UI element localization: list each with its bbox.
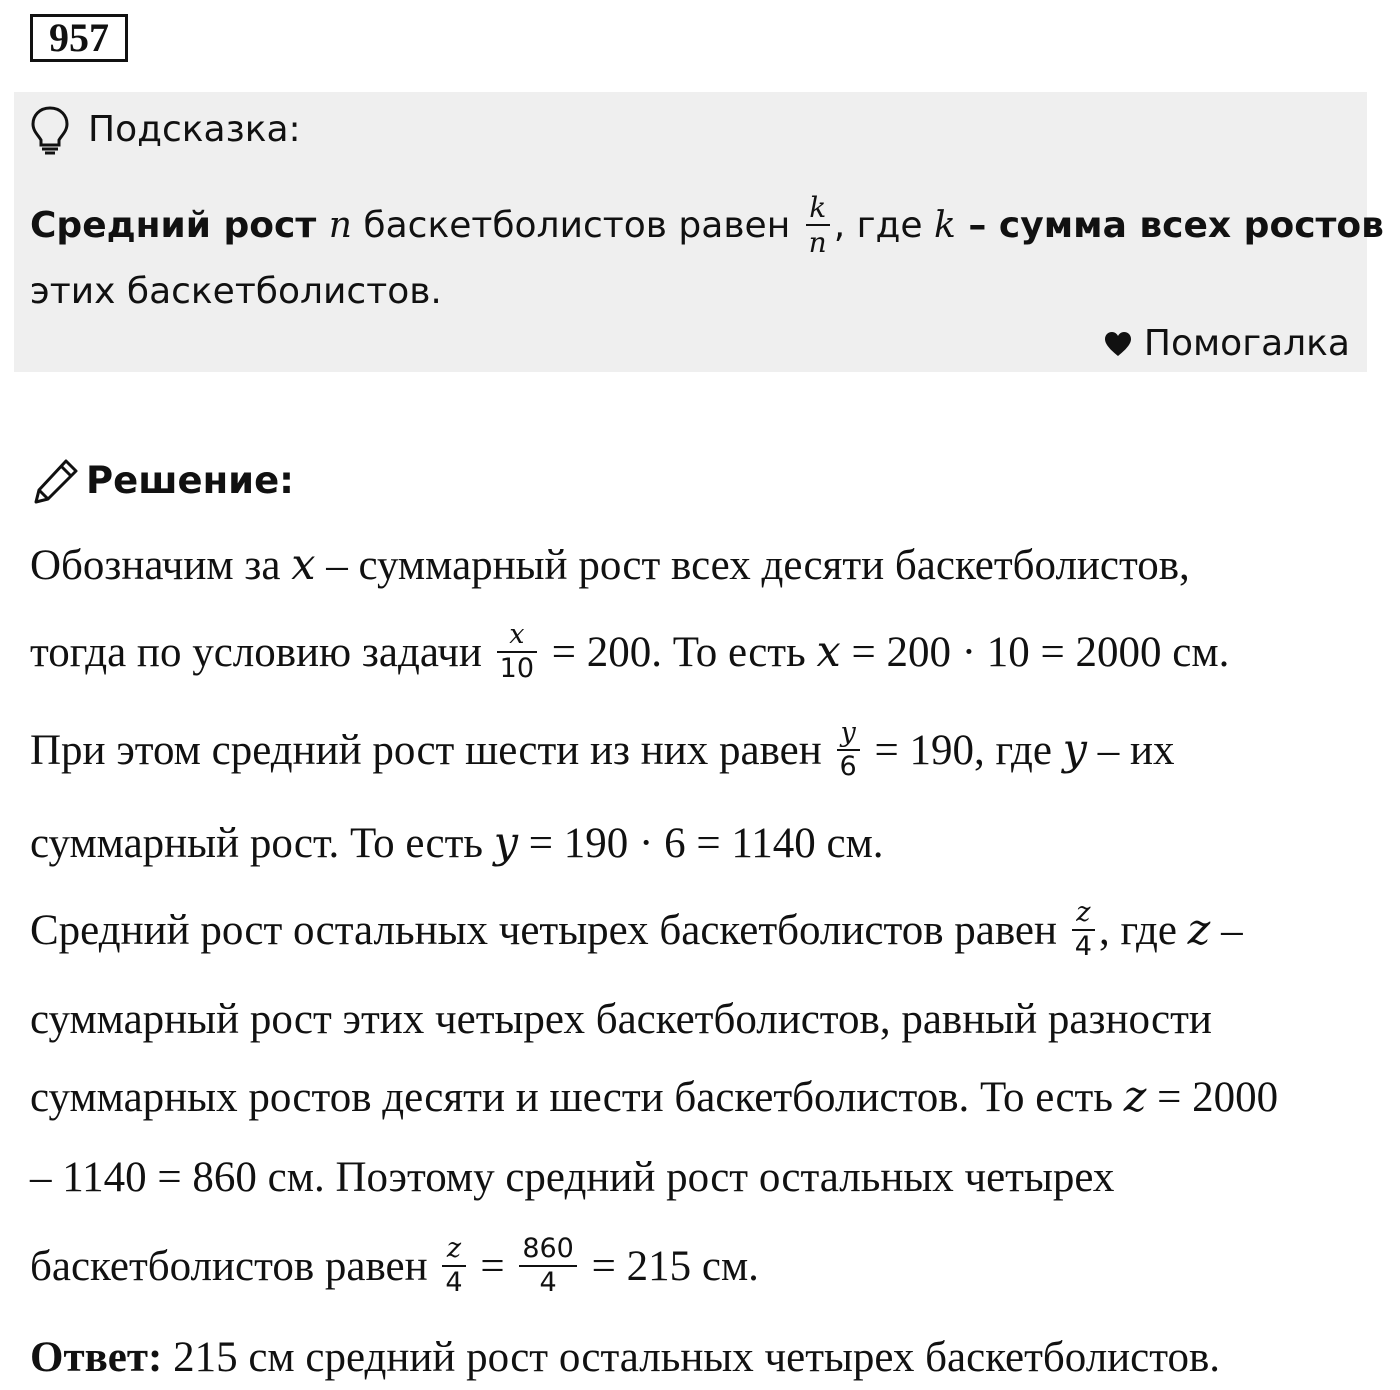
fraction-x-over-10 <box>497 618 537 684</box>
fraction-k-over-n <box>806 190 830 259</box>
answer-line <box>30 1330 1220 1384</box>
fraction-denominator: 4 <box>539 1267 557 1298</box>
fraction-numerator: k <box>809 190 827 224</box>
hint-text-part: баскетболистов равен <box>351 204 802 246</box>
solution-line-4 <box>30 816 884 870</box>
text: При этом средний рост шести из них равен <box>30 726 833 774</box>
fraction-denominator: n <box>808 226 827 259</box>
text: суммарный рост. То есть <box>30 819 494 867</box>
solution-line-2 <box>30 612 1229 692</box>
text: = 2000 <box>1146 1073 1279 1121</box>
text: = <box>469 1242 516 1290</box>
solution-line-3 <box>30 710 1174 790</box>
fraction-z-over-4 <box>1072 896 1095 962</box>
fraction-numerator: z <box>446 1232 462 1264</box>
text: = 200. То есть <box>541 628 817 676</box>
text: суммарных ростов десяти и шести баскетболистов. То есть <box>30 1073 1124 1121</box>
solution-line-1 <box>30 538 1190 592</box>
fraction-denominator: 4 <box>1074 931 1092 962</box>
hint-text-line-2: этих баскетболистов. <box>30 271 442 312</box>
solution-line-5 <box>30 890 1243 970</box>
variable-n: n <box>328 204 352 246</box>
fraction-numerator: y <box>840 716 856 748</box>
variable-z: z <box>1187 905 1211 955</box>
hint-text-part: , где <box>833 204 935 246</box>
text: – суммарный рост всех десяти баскетболистов, <box>315 541 1190 589</box>
hint-header <box>30 105 301 155</box>
text: = 190 · 6 = 1140 см. <box>518 819 884 867</box>
fraction-denominator: 10 <box>499 653 534 684</box>
answer-text: 215 см средний рост остальных четырех баскетболистов. <box>162 1333 1221 1381</box>
pencil-icon <box>32 457 80 505</box>
fraction-numerator: x <box>509 618 525 650</box>
variable-y: y <box>1062 725 1087 775</box>
text: = 200 · 10 = 2000 см. <box>840 628 1230 676</box>
hint-text-part: Средний рост <box>30 204 329 246</box>
text: – <box>1210 906 1243 954</box>
text: = 215 см. <box>580 1242 759 1290</box>
fraction-860-over-4 <box>519 1232 577 1298</box>
text: , где <box>1098 906 1188 954</box>
brand-name: Помогалка <box>1143 323 1350 364</box>
text: Обозначим за <box>30 541 292 589</box>
variable-k: k <box>934 204 956 246</box>
fraction-numerator: 860 <box>522 1232 574 1264</box>
fraction-z-over-4 <box>442 1232 465 1298</box>
solution-line-8: – 1140 = 860 см. Поэтому средний рост остальных четырех <box>30 1153 1115 1201</box>
fraction-numerator: z <box>1076 896 1091 928</box>
solution-line-9 <box>30 1226 759 1306</box>
text: Средний рост остальных четырех баскетболистов равен <box>30 906 1068 954</box>
fraction-y-over-6 <box>837 716 860 782</box>
solution-line-6: суммарный рост этих четырех баскетболистов, равный разности <box>30 995 1212 1043</box>
solution-title: Решение: <box>86 459 294 502</box>
variable-z: z <box>1123 1072 1147 1122</box>
text: = 190, где <box>863 726 1063 774</box>
variable-y: y <box>493 818 519 868</box>
brand-mark <box>1104 322 1350 366</box>
fraction-denominator: 6 <box>839 751 857 782</box>
hint-title: Подсказка: <box>88 109 301 150</box>
variable-x: x <box>816 627 841 677</box>
text: баскетболистов равен <box>30 1242 439 1290</box>
hint-text-part: – сумма всех ростов <box>955 204 1384 246</box>
task-number: 957 <box>30 14 128 62</box>
variable-x: x <box>291 540 316 590</box>
solution-header <box>32 456 294 506</box>
text: тогда по условию задачи <box>30 628 493 676</box>
lightbulb-icon <box>30 105 70 155</box>
hint-text-line-1 <box>30 185 1384 265</box>
heart-icon <box>1104 331 1132 357</box>
solution-line-7 <box>30 1070 1278 1124</box>
fraction-denominator: 4 <box>445 1267 463 1298</box>
text: – их <box>1086 726 1175 774</box>
answer-label: Ответ: <box>30 1333 163 1381</box>
